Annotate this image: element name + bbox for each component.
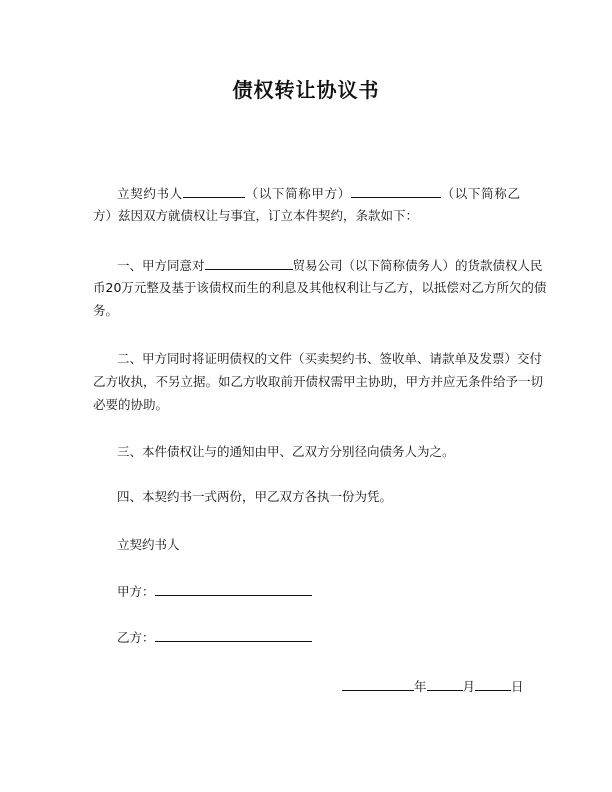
clause-4: 四、本契约书一式两份，甲乙双方各执一份为凭。 — [117, 489, 393, 504]
clause-text: 贸易公司（以下简称债务人）的货款债权人民 — [292, 258, 543, 273]
year-label: 年 — [414, 679, 427, 694]
party-a-name-blank[interactable] — [183, 185, 245, 198]
party-a-signature-line — [117, 583, 520, 600]
debtor-name-blank[interactable] — [205, 257, 293, 270]
clause-1-line-3: 务。 — [93, 303, 119, 318]
party-b-label: 乙方： — [117, 630, 155, 645]
month-blank[interactable] — [427, 678, 463, 691]
party-b-name-blank[interactable] — [351, 185, 441, 198]
intro-text: （以下简称甲方） — [244, 186, 351, 201]
year-blank[interactable] — [342, 678, 414, 691]
month-label: 月 — [462, 679, 476, 694]
party-a-label: 甲方： — [117, 584, 155, 599]
clause-2-line-1: 二、甲方同时将证明债权的文件（买卖契约书、签收单、请款单及发票）交付 — [117, 351, 543, 366]
intro-line-2: 方）兹因双方就债权让与事宜，订立本件契约，条款如下： — [93, 208, 419, 223]
day-label: 日 — [511, 679, 524, 694]
clause-3: 三、本件债权让与的通知由甲、乙双方分别径向债务人为之。 — [117, 444, 455, 459]
intro-text: 立契约书人 — [117, 186, 183, 201]
clause-1-line-1 — [117, 257, 543, 274]
clause-2-line-2: 乙方收执，不另立据。如乙方收取前开债权需甲主协助，甲方并应无条件给予一切 — [93, 374, 544, 389]
party-b-signature-blank[interactable] — [155, 629, 312, 642]
date-line — [342, 677, 524, 695]
clause-text: 一、甲方同意对 — [117, 258, 205, 273]
day-blank[interactable] — [475, 678, 511, 691]
clause-1-line-2: 币20万元整及基于该债权而生的利息及其他权利让与乙方，以抵偿对乙方所欠的债 — [93, 280, 547, 295]
clause-2-line-3: 必要的协助。 — [93, 397, 169, 412]
party-a-signature-blank[interactable] — [155, 583, 312, 596]
document-title: 债权转让协议书 — [232, 78, 380, 102]
intro-line-1 — [117, 185, 520, 202]
signers-label: 立契约书人 — [117, 537, 180, 552]
party-b-signature-line — [117, 629, 520, 646]
intro-text: （以下简称乙 — [440, 186, 520, 201]
